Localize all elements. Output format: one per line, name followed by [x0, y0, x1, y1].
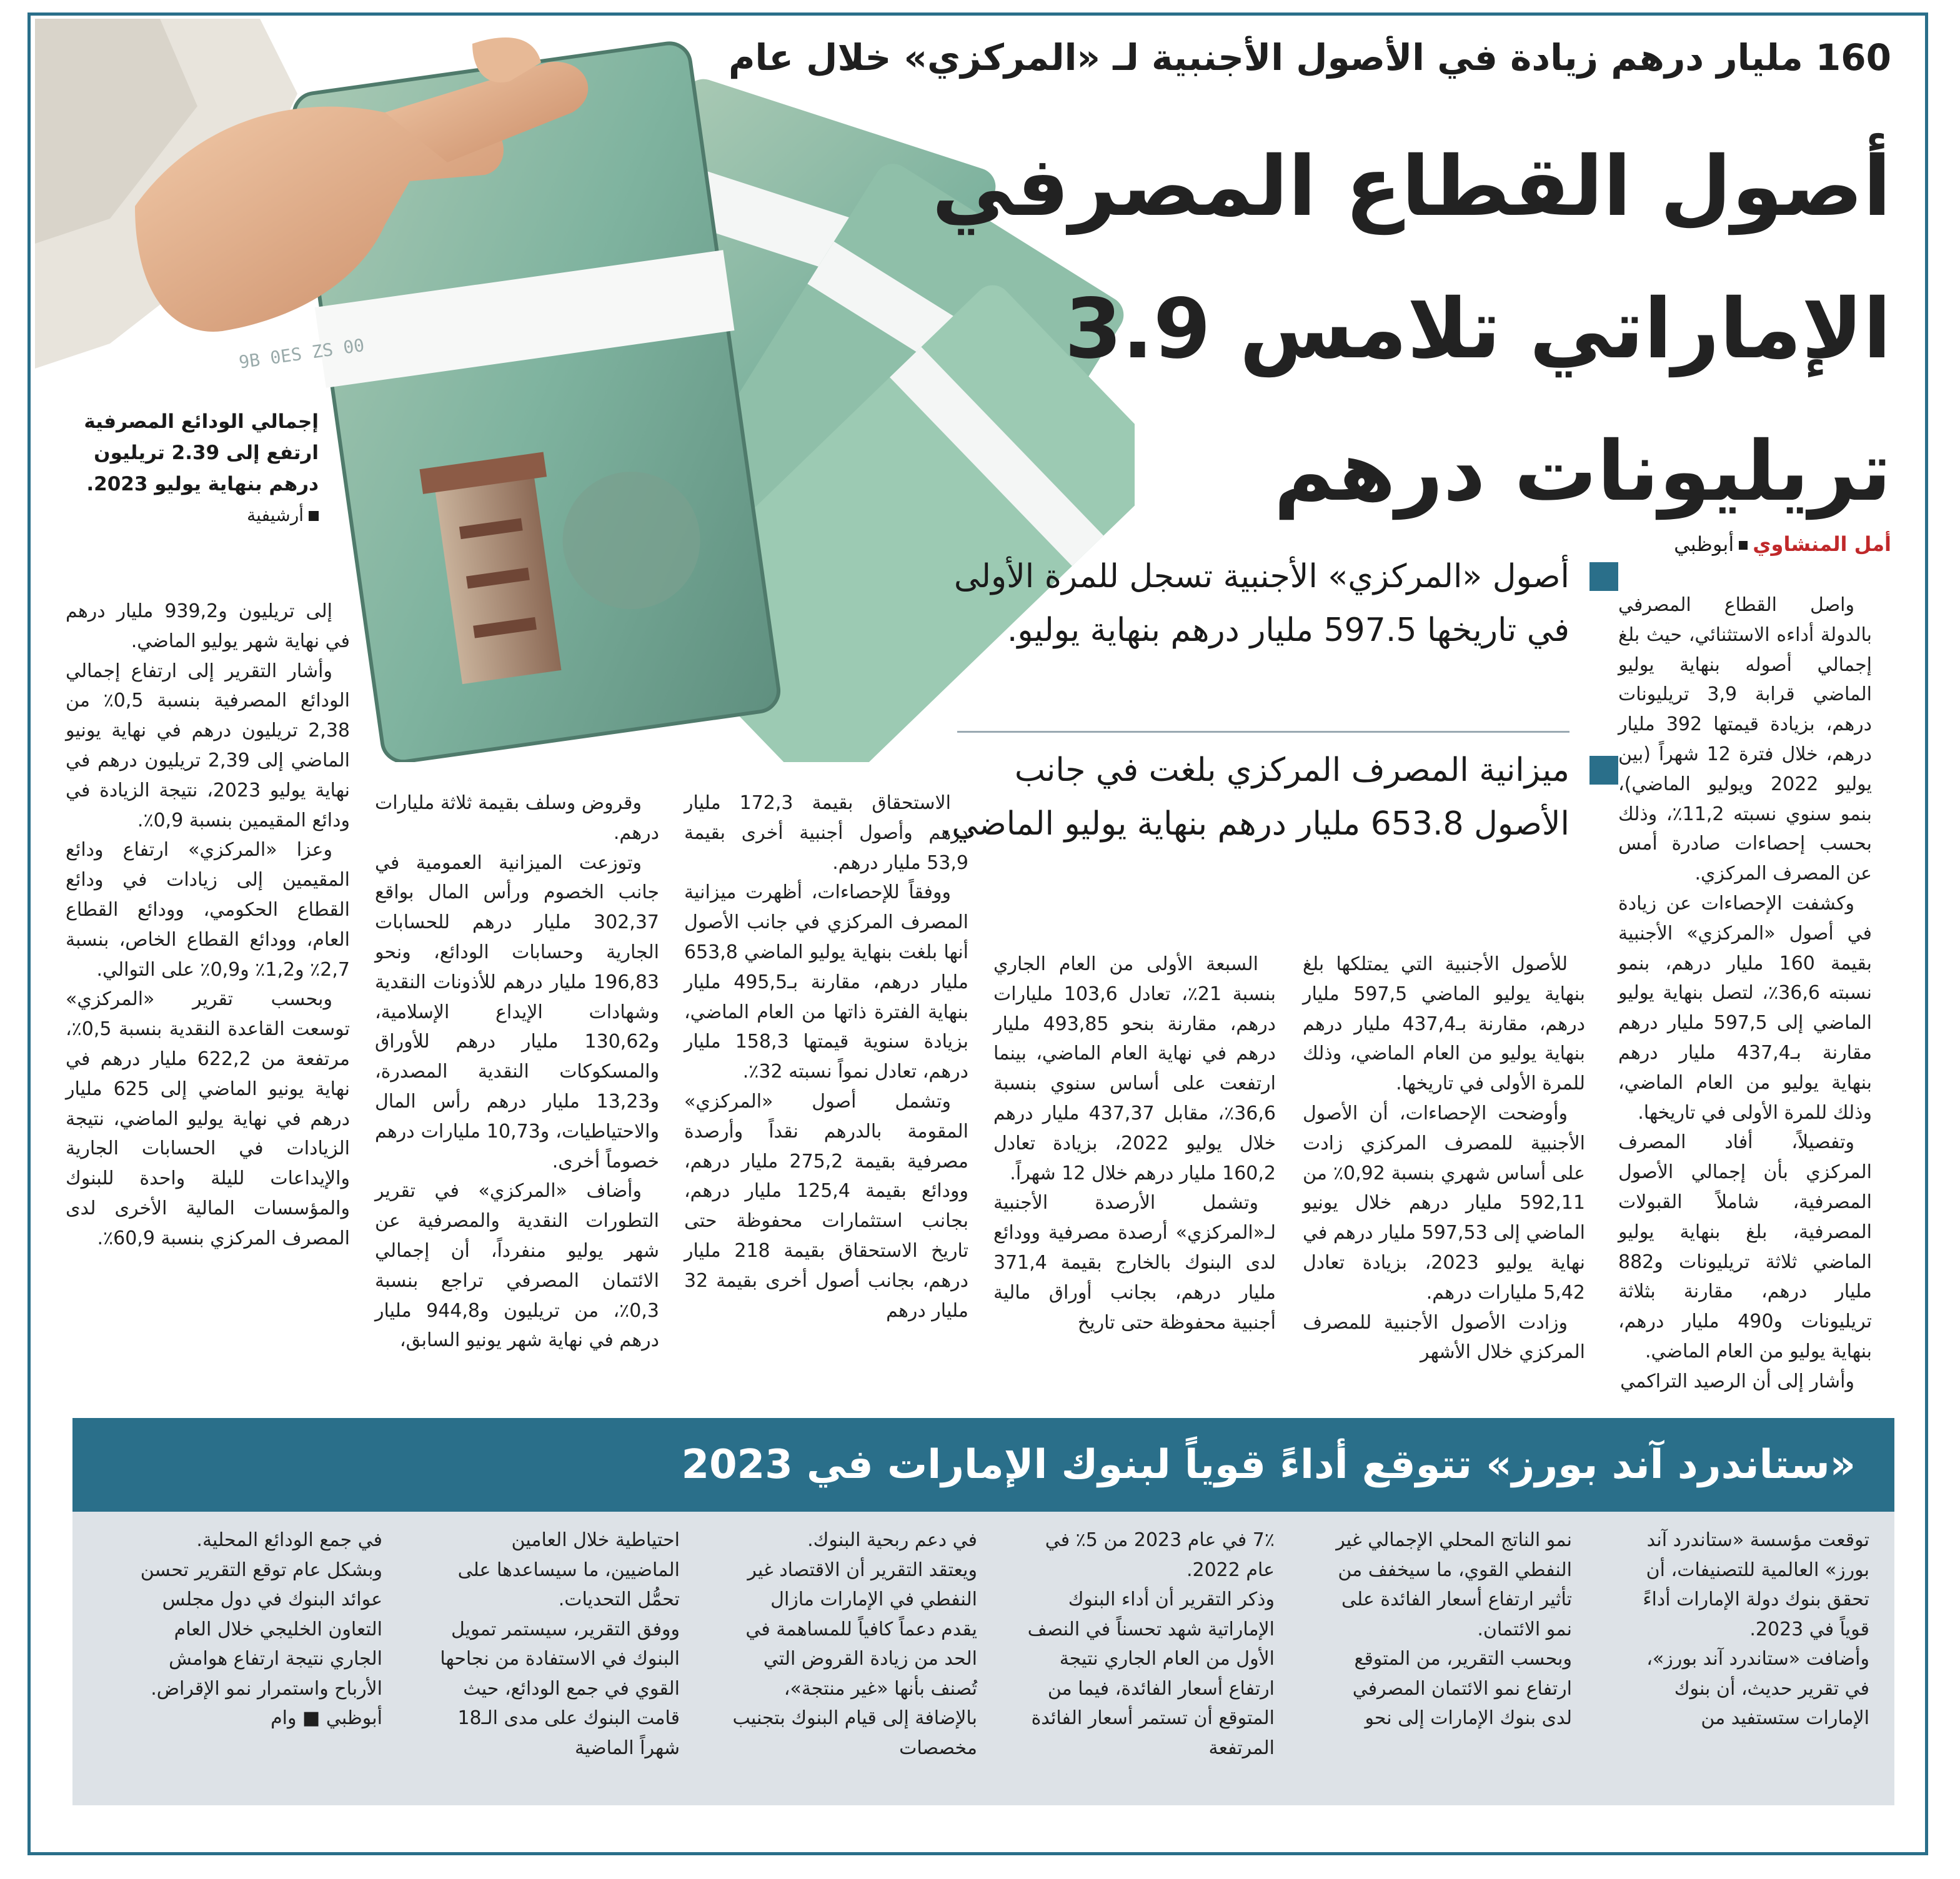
pull-quote-2: [920, 743, 1569, 851]
paragraph: وأشار إلى أن الرصيد التراكمي: [1620, 1370, 1854, 1392]
paragraph: للأصول الأجنبية التي يمتلكها بلغ بنهاية يوليو الماضي 597,5 مليار درهم، مقارنة بـ437,4 مليار درهم بنهاية يوليو من العام الماضي، وذلك للمرة الأولى في تاريخها.: [1303, 953, 1585, 1095]
svg-text:9B 0ES ZS 00: 9B 0ES ZS 00: [237, 334, 366, 373]
paragraph: وذكر التقرير أن أداء البنوك الإماراتية شهد تحسناً في النصف الأول من العام الجاري نتيجة ارتفاع أسعار الفائدة، فيما من المتوقع أن تستمر أسعار الفائدة المرتفعة: [1027, 1589, 1275, 1759]
paragraph: وتوزعت الميزانية العمومية في جانب الخصوم ورأس المال بواقع 302,37 مليار درهم للحسابات الجارية وحسابات الودائع، ونحو 196,83 مليار درهم للأذونات النقدية وشهادات الإيداع الإسلامية، و130,62 مليار درهم للأوراق والمسكوكات النقدية المصدرة، و13,23 مليار درهم رأس المال والاحتياطيات، و10,73 مليارات درهم خصوماً أخرى.: [375, 851, 660, 1173]
paragraph: الاستحقاق بقيمة 172,3 مليار درهم وأصول أجنبية أخرى بقيمة 53,9 مليار درهم.: [684, 792, 968, 874]
kicker-subheadline: 160 مليار درهم زيادة في الأصول الأجنبية لـ «المركزي» خلال عام: [729, 36, 1891, 79]
paragraph: وتفصيلاً، أفاد المصرف المركزي بأن إجمالي الأصول المصرفية، شاملاً القبولات المصرفية، بلغ بنهاية يوليو الماضي ثلاثة تريليونات و882 مليار درهم، مقارنة بثلاثة تريليونات و490 مليار درهم، بنهاية يوليو من العام الماضي.: [1618, 1131, 1872, 1362]
article-column-6: [66, 597, 350, 1254]
paragraph: ويعتقد التقرير أن الاقتصاد غير النفطي في الإمارات مازال يقدم دعماً كافياً للمساهمة في الحد من زيادة القروض التي تُصنف بأنها «غير منتجة»، بالإضافة إلى قيام البنوك بتجنيب مخصصات: [732, 1559, 977, 1759]
paragraph: وتشمل الأرصدة الأجنبية لـ«المركزي» أرصدة مصرفية وودائع لدى البنوك بالخارج بقيمة 371,4 مليار درهم، بجانب أوراق مالية أجنبية محفوظة حتى تاريخ: [993, 1192, 1276, 1334]
article-column-5: [375, 788, 659, 1356]
sidebar-column-2: [1325, 1525, 1572, 1733]
paragraph: في جمع الودائع المحلية.: [196, 1529, 382, 1551]
paragraph: وكشفت الإحصاءات عن زيادة في أصول «المركزي» الأجنبية بقيمة 160 مليار درهم، بنمو نسبته 36,6٪، لتصل بنهاية يوليو الماضي إلى 597,5 مليار درهم مقارنة بـ437,4 مليار درهم بنهاية يوليو من العام الماضي، وذلك للمرة الأولى في تاريخها.: [1618, 892, 1873, 1124]
photo-caption-text: إجمالي الودائع المصرفية ارتفع إلى 2.39 تريليون درهم بنهاية يوليو 2023.: [84, 410, 319, 495]
article-column-1: [1618, 590, 1872, 1397]
sidebar-title: «ستاندرد آند بورز» تتوقع أداءً قوياً لبنوك الإمارات في 2023: [72, 1418, 1894, 1512]
headline-line-3: تريليونات درهم: [1273, 424, 1891, 520]
article-column-4: [684, 788, 968, 1326]
square-bullet-icon: [309, 511, 319, 521]
paragraph: وعزا «المركزي» ارتفاع ودائع المقيمين إلى زيادات في ودائع القطاع الحكومي، وودائع القطاع العام، وودائع القطاع الخاص، بنسبة 2,7٪ و1,2٪ و0,9٪ على التوالي.: [66, 839, 350, 981]
photo-credit-text: أرشيفية: [247, 505, 304, 525]
paragraph: وبحسب التقرير، من المتوقع ارتفاع نمو الائتمان المصرفي لدى بنوك الإمارات إلى نحو: [1352, 1648, 1572, 1729]
paragraph: توقعت مؤسسة «ستاندرد آند بورز» العالمية للتصنيفات، أن تحقق بنوك دولة الإمارات أداءً قوياً في 2023.: [1643, 1529, 1869, 1640]
sidebar-column-5: [432, 1525, 680, 1763]
headline-line-1: أصول القطاع المصرفي: [932, 139, 1891, 235]
photo-caption: [69, 406, 319, 531]
paragraph: وبحسب تقرير «المركزي» توسعت القاعدة النقدية بنسبة 0,5٪، مرتفعة من 622,2 مليار درهم في نهاية يونيو الماضي إلى 625 مليار درهم في نهاية يوليو الماضي، نتيجة الزيادات في الحسابات الجارية والإيداعات لليلة واحدة للبنوك والمؤسسات المالية الأخرى لدى المصرف المركزي بنسبة 60,9٪.: [66, 988, 350, 1249]
sidebar-column-3: [1027, 1525, 1275, 1763]
photo-credit: [69, 500, 319, 531]
paragraph: ووفقاً للإحصاءات، أظهرت ميزانية المصرف المركزي في جانب الأصول أنها بلغت بنهاية يوليو الماضي 653,8 مليار درهم، مقارنة بـ495,5 مليار بنهاية الفترة ذاتها من العام الماضي، بزيادة سنوية قيمتها 158,3 مليار درهم، تعادل نمواً نسبته 32٪.: [684, 881, 968, 1083]
byline-author: أمل المنشاوي: [1753, 532, 1891, 556]
pull-quote-2-text: ميزانية المصرف المركزي بلغت في جانب الأصول 653.8 مليار درهم بنهاية يوليو الماضي.: [941, 751, 1569, 843]
square-bullet-icon: [1589, 562, 1618, 591]
sidebar-column-6: [135, 1525, 382, 1733]
paragraph: وتشمل أصول «المركزي» المقومة بالدرهم نقداً وأرصدة مصرفية بقيمة 275,2 مليار درهم، وودائع بقيمة 125,4 مليار درهم، بجانب استثمارات محفوظة حتى تاريخ الاستحقاق بقيمة 218 مليار درهم، بجانب أصول أخرى بقيمة 32 مليار درهم: [684, 1090, 968, 1322]
paragraph: وأضافت «ستاندرد آند بورز»، في تقرير حديث، أن بنوك الإمارات ستستفيد من: [1646, 1648, 1869, 1729]
paragraph: وأشار التقرير إلى ارتفاع إجمالي الودائع المصرفية بنسبة 0,5٪ من 2,38 تريليون درهم في نهاية يونيو الماضي إلى 2,39 تريليون درهم في نهاية يوليو 2023، نتيجة الزيادة في ودائع المقيمين بنسبة 0,9٪.: [66, 660, 350, 831]
byline: [1674, 532, 1891, 556]
sidebar-credit: أبوظبي ■ وام: [271, 1707, 382, 1729]
paragraph: السبعة الأولى من العام الجاري بنسبة 21٪، تعادل 103,6 مليارات درهم، مقارنة بنحو 493,85 مليار درهم في نهاية العام الماضي، بينما ارتفعت على أساس سنوي بنسبة 36,6٪، مقابل 437,37 مليار درهم خلال يوليو 2022، بزيادة تعادل 160,2 مليار درهم خلال 12 شهراً.: [993, 953, 1276, 1184]
article-column-2: [1303, 949, 1585, 1367]
byline-location: أبوظبي: [1674, 532, 1734, 556]
paragraph: وأضاف «المركزي» في تقرير التطورات النقدية والمصرفية عن شهر يوليو منفرداً، أن إجمالي الائتمان المصرفي تراجع بنسبة 0,3٪، من تريليون و944,8 مليار درهم في نهاية شهر يونيو السابق،: [375, 1180, 659, 1352]
paragraph: نمو الناتج المحلي الإجمالي غير النفطي القوي، ما سيخفف من تأثير ارتفاع أسعار الفائدة على نمو الائتمان.: [1336, 1529, 1572, 1640]
headline-line-2: الإماراتي تلامس 3.9: [1064, 281, 1891, 377]
pull-quote-1: [920, 550, 1569, 657]
paragraph: واصل القطاع المصرفي بالدولة أداءه الاستثنائي، حيث بلغ إجمالي أصوله بنهاية يوليو الماضي قرابة 3,9 تريليونات درهم، بزيادة قيمتها 392 مليار درهم، خلال فترة 12 شهراً (بين يوليو 2022 ويوليو الماضي)، بنمو سنوي نسبته 11,2٪، وذلك بحسب إحصاءات صادرة أمس عن المصرف المركزي.: [1618, 594, 1872, 885]
paragraph: وأوضحت الإحصاءات، أن الأصول الأجنبية للمصرف المركزي زادت على أساس شهري بنسبة 0,92٪ من 592,11 مليار درهم خلال يونيو الماضي إلى 597,53 مليار درهم في نهاية يوليو 2023، بزيادة تعادل 5,42 مليارات درهم.: [1303, 1102, 1585, 1304]
paragraph: وبشكل عام توقع التقرير تحسن عوائد البنوك في دول مجلس التعاون الخليجي خلال العام الجاري نتيجة ارتفاع هوامش الأرباح واستمرار نمو الإقراض.: [140, 1559, 382, 1700]
article-column-3: [993, 949, 1276, 1337]
page-title: [932, 116, 1891, 543]
paragraph: ووفق التقرير، سيستمر تمويل البنوك في الاستفادة من نجاحها القوي في جمع الودائع، حيث قامت البنوك على مدى الـ18 شهراً الماضية: [440, 1618, 680, 1759]
pull-quote-1-text: أصول «المركزي» الأجنبية تسجل للمرة الأولى في تاريخها 597.5 مليار درهم بنهاية يوليو.: [953, 558, 1569, 649]
sidebar-box: [72, 1418, 1894, 1805]
square-bullet-icon: [1739, 541, 1748, 550]
sidebar-column-1: [1622, 1525, 1869, 1733]
sidebar-column-4: [730, 1525, 977, 1763]
paragraph: وقروض وسلف بقيمة ثلاثة مليارات درهم.: [375, 792, 659, 844]
paragraph: إلى تريليون و939,2 مليار درهم في نهاية شهر يوليو الماضي.: [66, 600, 350, 652]
paragraph: وزادت الأصول الأجنبية للمصرف المركزي خلال الأشهر: [1303, 1311, 1585, 1364]
paragraph: 7٪ في عام 2023 من 5٪ في عام 2022.: [1045, 1529, 1275, 1581]
paragraph: احتياطية خلال العامين الماضيين، ما سيساعدها على تحمُّل التحديات.: [457, 1529, 680, 1610]
square-bullet-icon: [1589, 756, 1618, 785]
pull-quote-divider: [957, 731, 1569, 733]
paragraph: في دعم ربحية البنوك.: [807, 1529, 977, 1551]
